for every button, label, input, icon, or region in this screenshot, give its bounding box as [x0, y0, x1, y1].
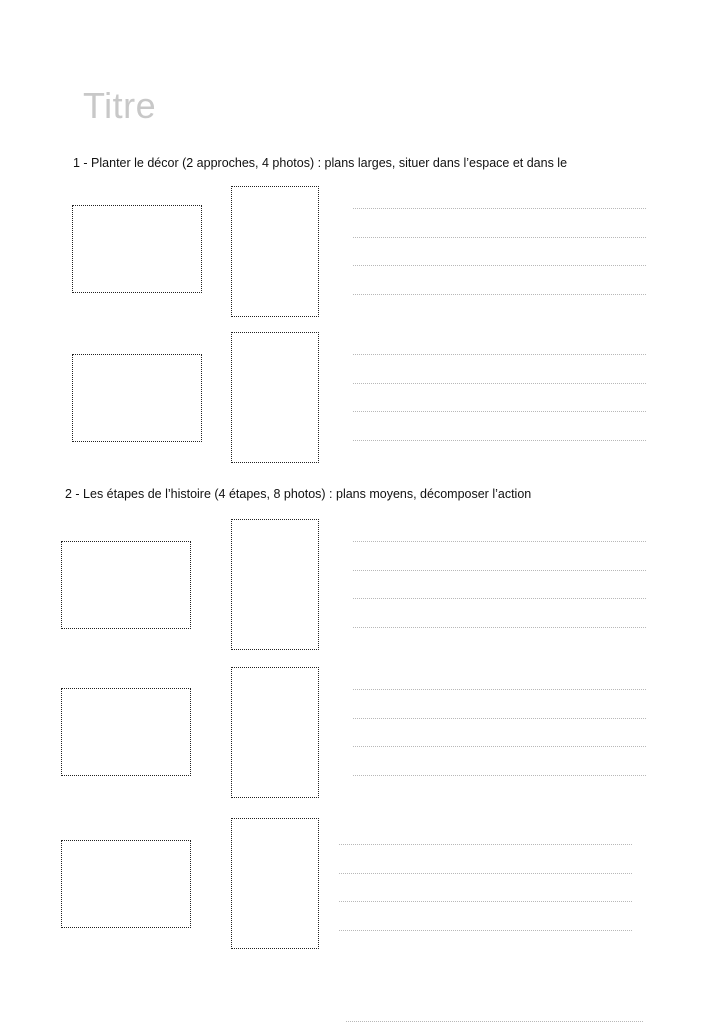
- caption-line[interactable]: [353, 718, 646, 719]
- caption-line[interactable]: [353, 746, 646, 747]
- portrait-photo-frame[interactable]: [231, 667, 319, 798]
- caption-line[interactable]: [353, 265, 646, 266]
- landscape-photo-frame[interactable]: [61, 541, 191, 629]
- caption-line[interactable]: [353, 598, 646, 599]
- landscape-photo-frame[interactable]: [61, 840, 191, 928]
- landscape-photo-frame[interactable]: [61, 688, 191, 776]
- page-title: Titre: [83, 85, 157, 126]
- landscape-photo-frame[interactable]: [72, 205, 202, 293]
- caption-line[interactable]: [353, 208, 646, 209]
- caption-line[interactable]: [339, 844, 632, 845]
- caption-line[interactable]: [353, 294, 646, 295]
- caption-line[interactable]: [346, 1021, 643, 1022]
- section-2-heading: 2 - Les étapes de l’histoire (4 étapes, 8 photos) : plans moyens, décomposer l’action: [65, 487, 532, 501]
- portrait-photo-frame[interactable]: [231, 519, 319, 650]
- caption-line[interactable]: [353, 354, 646, 355]
- landscape-photo-frame[interactable]: [72, 354, 202, 442]
- caption-line[interactable]: [339, 930, 632, 931]
- portrait-photo-frame[interactable]: [231, 332, 319, 463]
- portrait-photo-frame[interactable]: [231, 186, 319, 317]
- caption-line[interactable]: [353, 411, 646, 412]
- caption-line[interactable]: [353, 383, 646, 384]
- caption-line[interactable]: [353, 570, 646, 571]
- caption-line[interactable]: [353, 440, 646, 441]
- caption-line[interactable]: [353, 627, 646, 628]
- caption-line[interactable]: [353, 689, 646, 690]
- caption-line[interactable]: [353, 775, 646, 776]
- caption-line[interactable]: [353, 237, 646, 238]
- portrait-photo-frame[interactable]: [231, 818, 319, 949]
- caption-line[interactable]: [353, 541, 646, 542]
- caption-line[interactable]: [339, 873, 632, 874]
- section-1-heading: 1 - Planter le décor (2 approches, 4 photos) : plans larges, situer dans l’espace et dans le: [73, 156, 568, 170]
- caption-line[interactable]: [339, 901, 632, 902]
